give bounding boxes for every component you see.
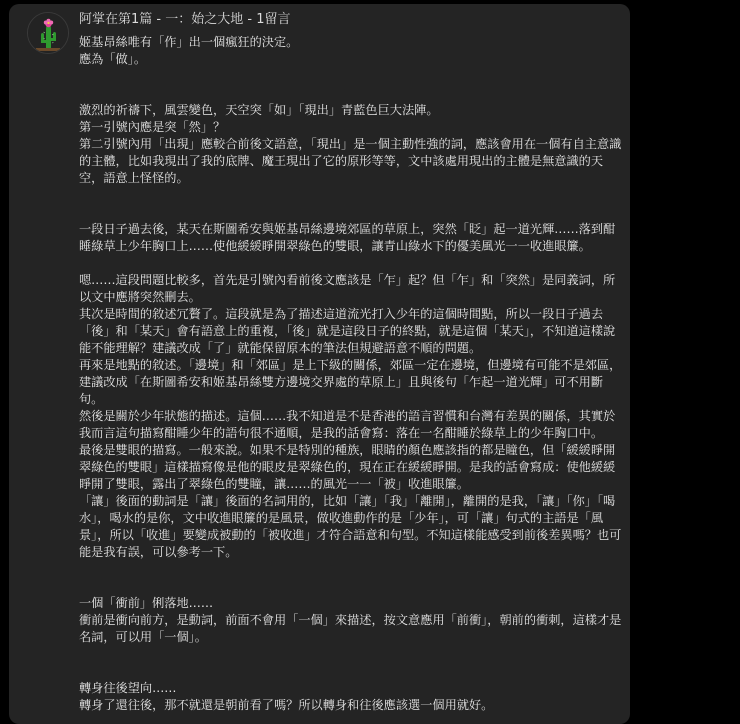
- comment-paragraph: 第一引號內應是突「然」？: [79, 120, 226, 134]
- blank-line: [79, 204, 627, 221]
- comment-count-label: 1留言: [256, 12, 291, 27]
- comment-paragraph: 然後是關於少年狀態的描述。這個……我不知道是不是香港的語言習慣和台灣有差異的關係，其實於我而言這句描寫酣睡少年的語句很不通順，是我的話會寫：落在一名酣睡於綠草上的少年胸口中。: [79, 409, 616, 440]
- blank-line: [79, 187, 627, 204]
- comment-paragraph: 一個「衝前」俐落地……: [79, 596, 214, 610]
- comment-paragraph: 衝前是衝向前方，是動詞，前面不會用「一個」來描述，按文意應用「前衝」，朝前的衝刺，這樣才是名詞，可以用「一個」。: [79, 613, 622, 644]
- blank-line: [79, 646, 627, 663]
- comment-paragraph: 嗯……這段問題比較多，首先是引號內看前後文應該是「乍」起？但「乍」和「突然」是同義詞，所以文中應將突然刪去。: [79, 273, 616, 304]
- comment-paragraph: 「讓」後面的動詞是「讓」後面的名詞用的，比如「讓」「我」「離開」，離開的是我，「讓」「你」「喝水」，喝水的是你，文中收進眼簾的是風景，做收進動作的是「少年」，可「讓」句式的主語是「風景」，所以「收進」要變成被動的「被收進」才符合語意和句型。不知這樣能感受到前後差異嗎？也可能是我有誤，可以參考一下。: [79, 494, 622, 559]
- comment-card: [9, 4, 630, 724]
- blank-line: [79, 578, 627, 595]
- comment-paragraph: 其次是時間的敘述冗贅了。這段就是為了描述這道流光打入少年的這個時間點，所以一段日子過去「後」和「某天」會有語意上的重複，「後」就是這段日子的終點，就是這個「某天」，不知道這樣說能不能理解？建議改成「了」就能保留原本的筆法但規避語意不順的問題。: [79, 307, 616, 355]
- comment-body: [79, 34, 627, 714]
- blank-line: [79, 561, 627, 578]
- blank-line: [79, 68, 627, 85]
- comment-paragraph: 應為「做」。: [79, 52, 147, 66]
- comment-paragraph: 轉身往後望向……: [79, 681, 177, 695]
- comment-paragraph: 最後是雙眼的描寫。一般來說。如果不是特別的種族，眼睛的顏色應該指的都是瞳色，但「緩緩睜開翠綠色的雙眼」這樣描寫像是他的眼皮是翠綠色的，現在正在緩緩睜開。是我的話會寫成：使他緩緩睜開了雙眼，露出了翠綠色的雙瞳，讓……的風光一一「被」收進眼簾。: [79, 443, 616, 491]
- blank-line: [79, 663, 627, 680]
- comment-paragraph: 一段日子過去後，某天在斯圖希安與姬基昂絲邊境郊區的草原上，突然「眨」起一道光輝……落到酣睡綠草上少年胸口上……使他緩緩睜開翠綠色的雙眼，讓青山綠水下的優美風光一一收進眼簾。: [79, 222, 616, 253]
- blank-line: [79, 255, 627, 272]
- author-name[interactable]: 阿掌: [79, 12, 106, 27]
- avatar[interactable]: [27, 12, 69, 54]
- header-in-text: 在: [105, 12, 119, 27]
- comment-paragraph: 激烈的祈禱下，風雲變色，天空突「如」「現出」青藍色巨大法陣。: [79, 103, 439, 117]
- comment-paragraph: 姬基昂絲唯有「作」出一個瘋狂的決定。: [79, 35, 299, 49]
- header-separator: -: [243, 12, 257, 27]
- comment-paragraph: 第二引號內用「出現」應較合前後文語意，「現出」是一個主動性強的詞，應該會用在一個有自主意識的主體，比如我現出了我的底牌、魔王現出了它的原形等等，文中該處用現出的主體是無意識的天空，語意上怪怪的。: [79, 137, 622, 185]
- comment-paragraph: 轉身了還往後，那不就還是朝前看了嗎？所以轉身和往後應該選一個用就好。: [79, 698, 494, 712]
- blank-line: [79, 85, 627, 102]
- cactus-flower-avatar-icon: [28, 13, 68, 53]
- chapter-link[interactable]: 第1篇 - 一：始之大地: [118, 12, 244, 27]
- comment-header: [79, 11, 291, 29]
- comment-paragraph: 再來是地點的敘述。「邊境」和「郊區」是上下級的關係，郊區一定在邊境，但邊境有可能不是郊區，建議改成「在斯圖希安和姬基昂絲雙方邊境交界處的草原上」且與後句「乍起一道光輝」可不用斷句。: [79, 358, 622, 406]
